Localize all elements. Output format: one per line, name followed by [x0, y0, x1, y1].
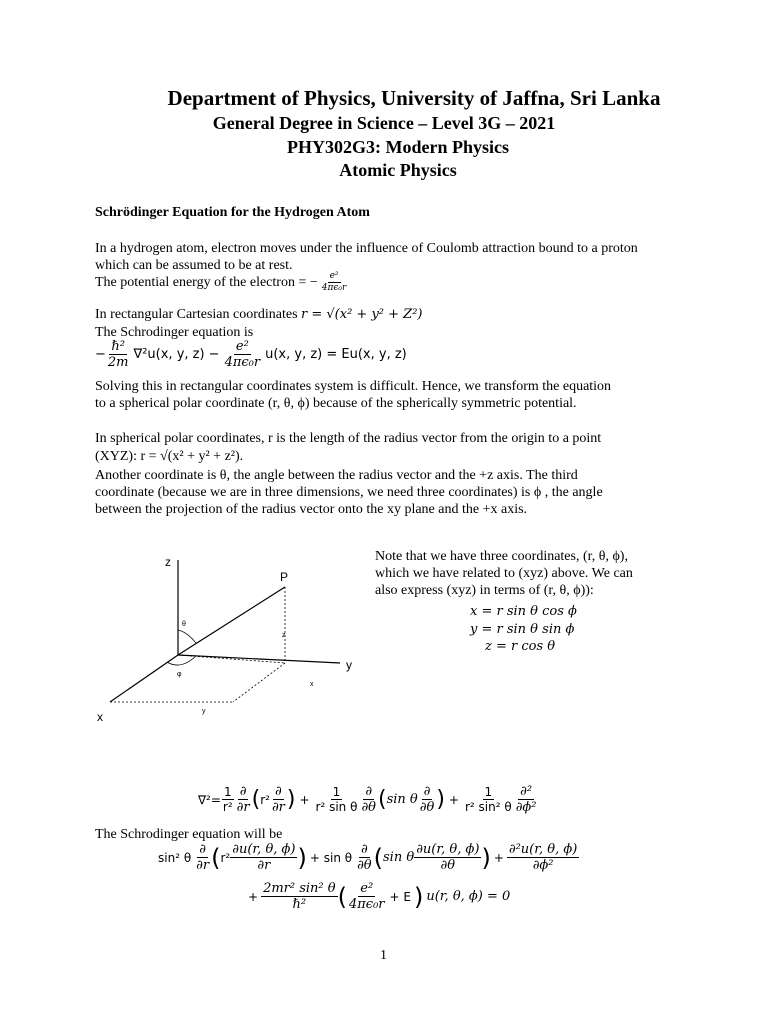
note-block — [375, 548, 675, 599]
laplacian-term1-op: $\frac{\partial}{\partial r}$ — [236, 784, 250, 815]
spherical-line-1: In spherical polar coordinates, r is the length of the radius vector from the origin to a point — [95, 431, 602, 446]
y-axis-line — [178, 655, 340, 663]
laplacian-term2-inner: sin θ — [386, 792, 418, 807]
solving-line-2: to a spherical polar coordinate (r, θ, ϕ) because of the spherically symmetric potential. — [95, 396, 577, 411]
sin-squared-prefix: sin² θ — [158, 850, 192, 865]
cartesian-expression: r = √(x² + y² + Z²) — [301, 307, 423, 322]
potential-energy-line — [95, 272, 675, 293]
cartesian-line — [95, 306, 675, 323]
hbar-denominator: 2m — [107, 355, 129, 370]
course-subtitle: PHY302G3: Modern Physics — [287, 137, 509, 157]
solving-line-1: Solving this in rectangular coordinates system is difficult. Hence, we transform the equation — [95, 379, 612, 394]
point-p-label: P — [280, 570, 289, 584]
theta-arc — [178, 630, 196, 643]
laplacian-equation: ∇²= $\frac{1}{\text{r²}}$ $\frac{\partial}{\partial r}$ ( r² $\frac{\partial}{\partial r}$ ) + $\frac{1}{\text{r² sin θ}}$ $\frac{\partial}{\partial\theta}$ ( sin θ $\frac{\partial}{\partial\theta}$ ) + $\frac{1}{\text{r² sin² θ}}$ $\frac{\text{∂²}}{\text{∂ϕ²}}$ — [198, 784, 537, 815]
theta-derivative-op: $\frac{\partial}{\partial\theta}$ — [357, 842, 372, 873]
equation-part-2: u(x, y, z) = Eu(x, y, z) — [265, 347, 407, 362]
phi-label: φ — [177, 671, 182, 678]
y-projection-label: y — [202, 708, 206, 715]
laplacian-lhs: ∇²= — [198, 792, 221, 807]
y-axis-label: y — [346, 658, 352, 672]
potential-label: The potential energy of the electron = − — [95, 275, 318, 290]
r-derivative-op: $\frac{\partial}{\partial r}$ — [196, 842, 210, 873]
spherical-coordinates-diagram — [95, 550, 375, 730]
laplacian-term1-inner: r² — [260, 792, 270, 807]
note-line-1: Note that we have three coordinates, (r, θ, ϕ), — [375, 549, 628, 564]
section-heading: Schrödinger Equation for the Hydrogen Atom — [95, 205, 370, 220]
hbar-numerator: ℏ² — [111, 339, 125, 354]
z-equation: z = r cos θ — [485, 639, 556, 654]
spherical-line-3: Another coordinate is θ, the angle between the radius vector and the +z axis. The third — [95, 468, 578, 483]
final-equation-line-2: + $\frac{\text{2mr² sin² θ}}{\text{ℏ²}}$ ( $\frac{\text{e²}}{\text{4πϵ₀r}}$ + E ) u(r, θ, ϕ) = 0 — [248, 881, 511, 912]
x-projection-line — [233, 663, 285, 702]
potential-numerator: e² — [329, 271, 339, 281]
spherical-line-4: coordinate (because we are in three dimensions, we need three coordinates) is ϕ , the angle — [95, 485, 603, 500]
page-number: 1 — [380, 948, 387, 963]
document-title: Department of Physics, University of Jaffna, Sri Lanka — [167, 86, 661, 110]
potential-denominator: 4πϵ₀r — [321, 283, 347, 293]
final-equation-line-1: sin² θ $\frac{\partial}{\partial r}$ ( r² $\frac{\partial u(r, \theta, \phi)}{\partial r}$ ) + sin θ $\frac{\partial}{\partial\theta}$ ( sin θ $\frac{\partial u(r, \theta, \phi)}{\partial\theta}$ ) + $\frac{\text{∂²u(r, θ, ϕ)}}{\text{∂ϕ²}}$ — [158, 842, 578, 873]
wavefunction-tail: u(r, θ, ϕ) = 0 — [426, 889, 511, 904]
laplacian-term3-op: $\frac{\text{∂²}}{\text{∂ϕ²}}$ — [515, 784, 537, 815]
laplacian-term3-coef: $\frac{1}{\text{r² sin² θ}}$ — [464, 785, 512, 814]
equation-part-1: ∇²u(x, y, z) − — [133, 347, 220, 362]
laplacian-term1-coef: $\frac{1}{\text{r²}}$ — [222, 785, 233, 814]
topic-subtitle: Atomic Physics — [339, 160, 457, 180]
phi-arc — [167, 657, 195, 665]
final-equation-label: The Schrodinger equation will be — [95, 827, 283, 842]
spherical-line-5: between the projection of the radius vector onto the xy plane and the +x axis. — [95, 502, 528, 517]
theta-label: θ — [182, 621, 186, 628]
hbar-fraction — [106, 340, 131, 369]
laplacian-term2-inner-op: $\frac{\partial}{\partial\theta}$ — [419, 784, 435, 815]
intro-line-1: In a hydrogen atom, electron moves under the influence of Coulomb attraction bound to a proton — [95, 241, 638, 256]
laplacian-term2-op: $\frac{\partial}{\partial\theta}$ — [361, 784, 376, 815]
phi-second-derivative: $\frac{\text{∂²u(r, θ, ϕ)}}{\text{∂ϕ²}}$ — [508, 842, 578, 873]
radius-vector-line — [178, 587, 285, 655]
schrodinger-equation-cartesian: − $\frac{\text{ℏ²}}{2m}$ ∇²u(x, y, z) − $\frac{\text{e²}}{\text{4πϵ₀r}}$ u(x, y, z) = Eu(x, y, z) — [95, 339, 407, 370]
schrodinger-label: The Schrodinger equation is — [95, 325, 254, 340]
coulomb-term: $\frac{\text{e²}}{\text{4πϵ₀r}}$ — [348, 881, 385, 912]
coulomb-fraction — [223, 340, 263, 369]
x-projection-label: x — [310, 681, 314, 688]
sin-theta-middle: + sin θ — [309, 850, 353, 865]
x-axis-label: x — [97, 710, 103, 724]
potential-fraction — [320, 272, 349, 293]
r-derivative-inner: $\frac{\partial u(r, \theta, \phi)}{\partial r}$ — [232, 842, 296, 873]
coulomb-denominator: 4πϵ₀r — [224, 355, 261, 370]
degree-subtitle: General Degree in Science – Level 3G – 2021 — [212, 113, 556, 133]
z-axis-label: z — [165, 555, 171, 569]
laplacian-term2-coef: $\frac{1}{\text{r² sin θ}}$ — [315, 785, 358, 814]
y-equation: y = r sin θ sin ϕ — [470, 622, 575, 637]
energy-coefficient: $\frac{\text{2mr² sin² θ}}{\text{ℏ²}}$ — [263, 881, 336, 912]
intro-line-2: which can be assumed to be at rest. — [95, 258, 293, 273]
note-line-2: which we have related to (xyz) above. We can — [375, 566, 633, 581]
note-line-3: also express (xyz) in terms of (r, θ, ϕ)): — [375, 583, 594, 598]
laplacian-term1-inner-op: $\frac{\partial}{\partial r}$ — [271, 784, 285, 815]
z-projection-label: z — [282, 632, 286, 639]
coulomb-numerator: e² — [235, 339, 249, 354]
cartesian-label: In rectangular Cartesian coordinates — [95, 307, 302, 322]
theta-derivative-inner: $\frac{\partial u(r, \theta, \phi)}{\partial\theta}$ — [416, 842, 480, 873]
x-equation: x = r sin θ cos ϕ — [470, 604, 577, 619]
spherical-line-2: (XYZ): r = √(x² + y² + z²). — [95, 449, 244, 464]
